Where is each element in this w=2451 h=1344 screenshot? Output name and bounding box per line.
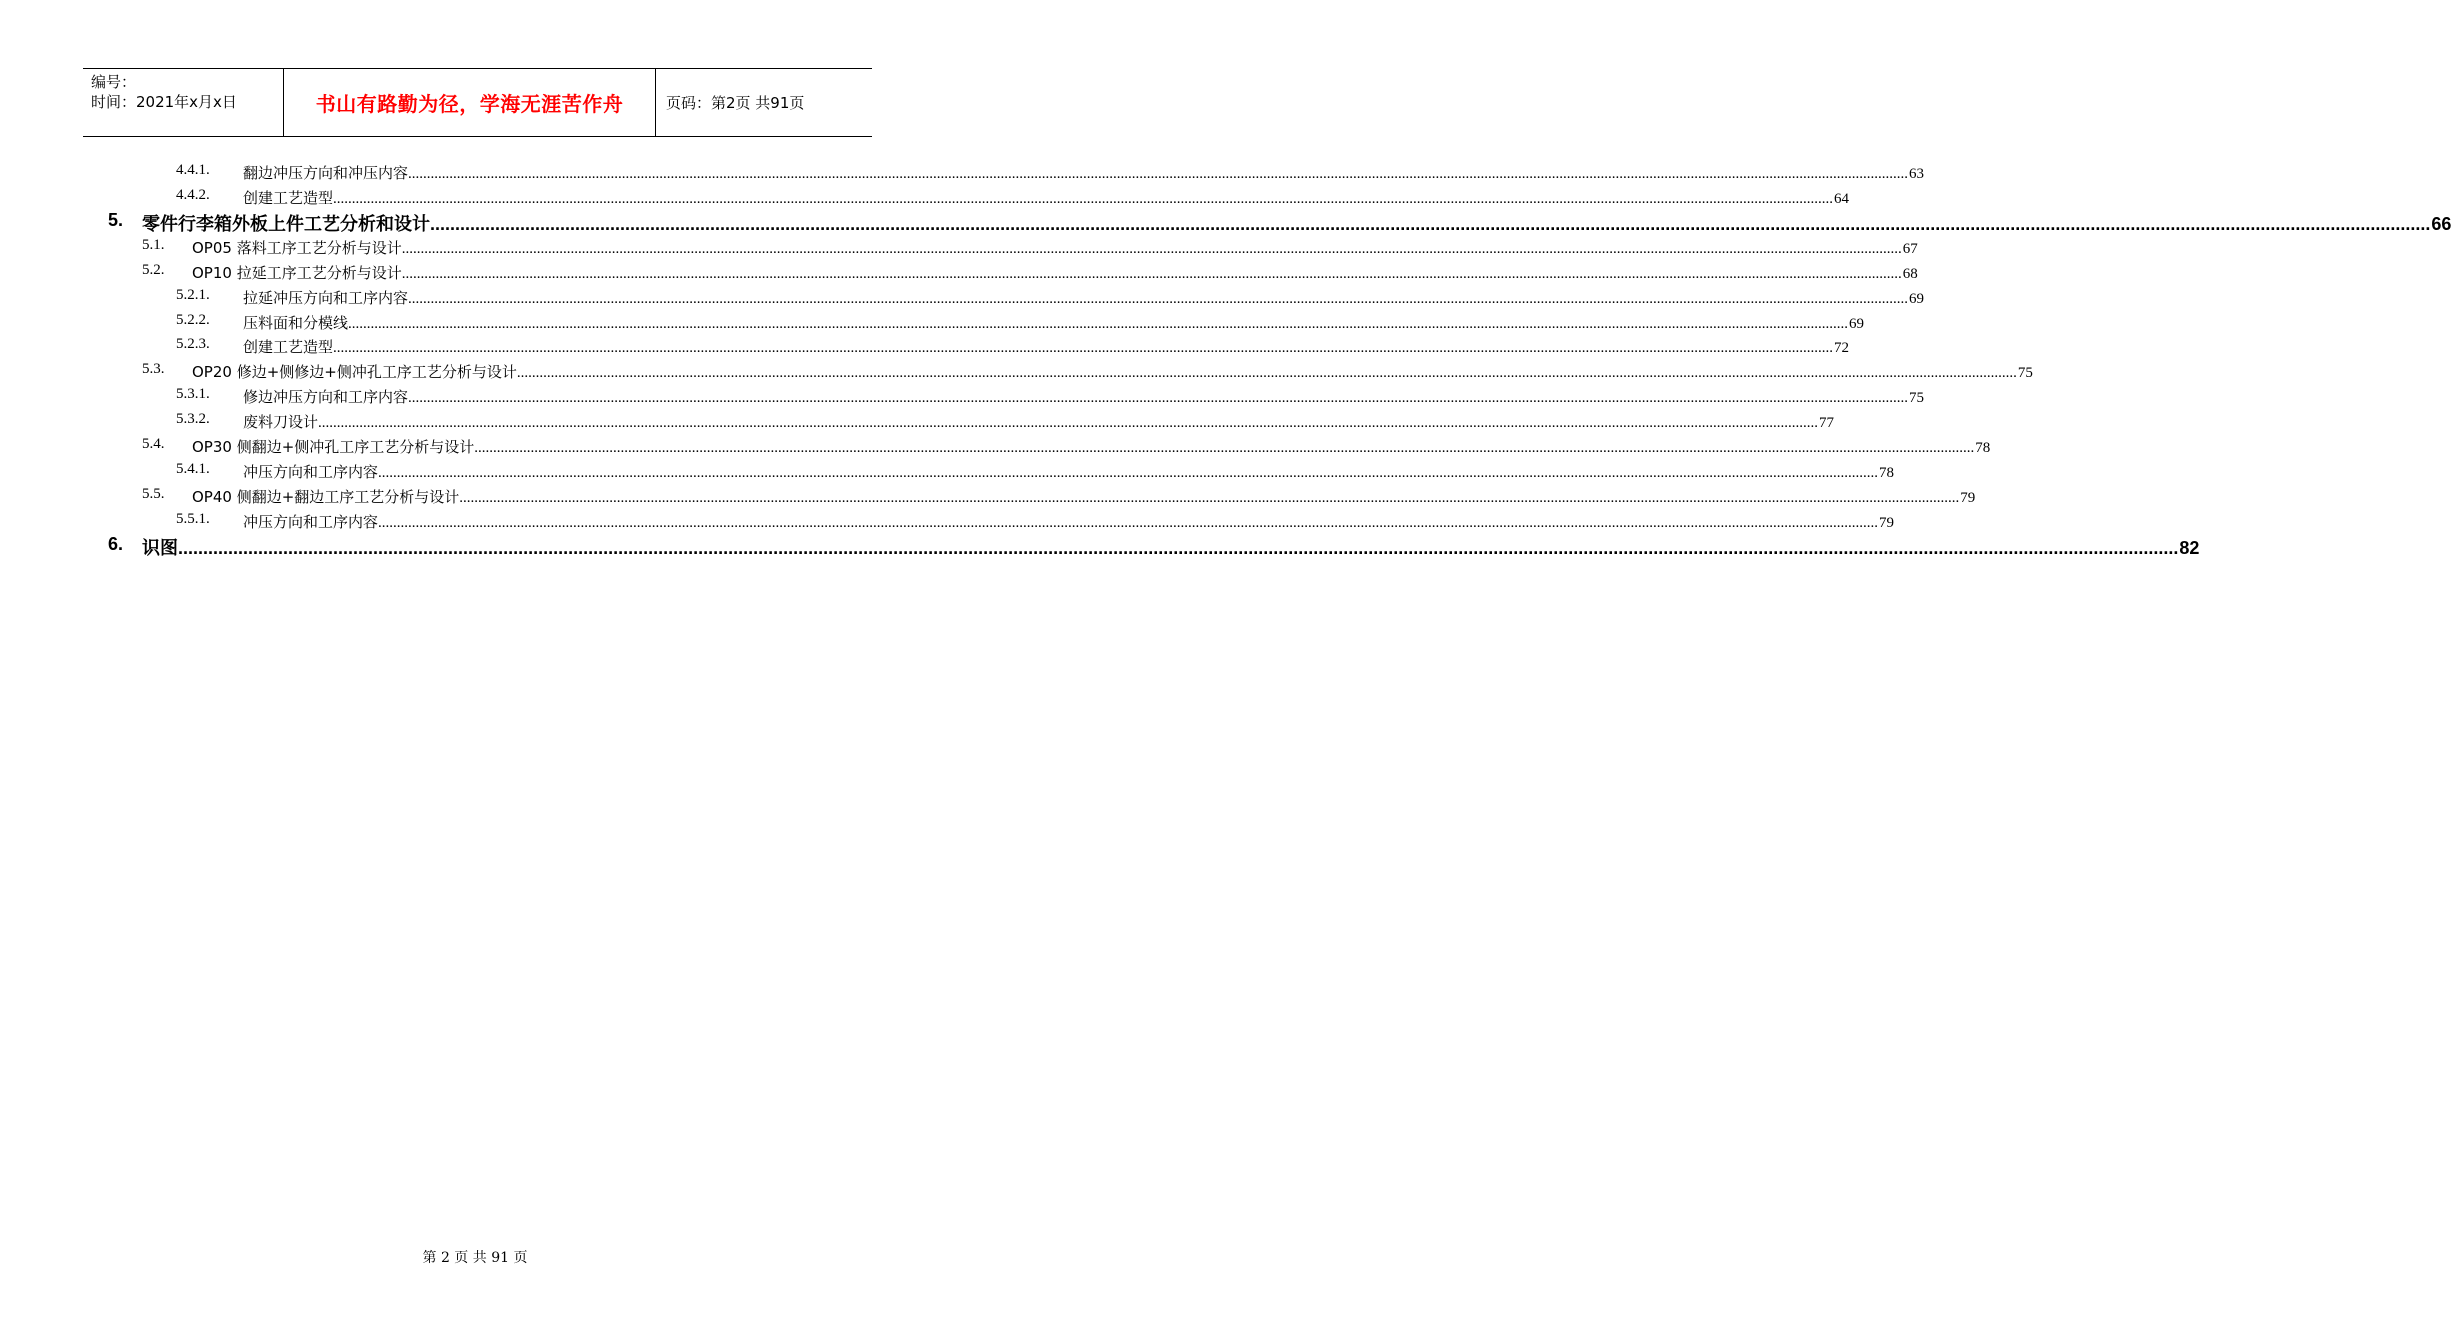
toc-entry-title: 冲压方向和工序内容 <box>243 513 379 531</box>
toc-entry-page: 79 <box>1960 490 1976 506</box>
toc-dot-leader: ................................................................................................................................................................................................................................................................................................................................................................................................................ <box>333 340 1834 356</box>
toc-entry-number: 4.4.2. <box>176 187 210 203</box>
toc-entry-page: 78 <box>1879 465 1895 481</box>
page-info: 页码：第2页 共91页 <box>666 94 805 112</box>
toc-dot-leader: ................................................................................................................................................................................................................................................................................................................................................................................................................ <box>401 241 1902 257</box>
toc-entry[interactable] <box>0 461 1895 481</box>
toc-dot-leader: ................................................................................................................................................................................................................................................................................................................................................................................................................ <box>378 465 1879 481</box>
toc-entry[interactable] <box>0 336 1850 356</box>
toc-entry[interactable] <box>0 210 2451 235</box>
toc-entry[interactable] <box>0 511 1895 531</box>
toc-entry[interactable] <box>0 486 1976 506</box>
toc-entry-title: 冲压方向和工序内容 <box>243 463 379 481</box>
toc-entry-page: 69 <box>1849 316 1865 332</box>
toc-entry-title: 压料面和分模线 <box>243 314 349 332</box>
toc-entry-title: OP20 修边+侧修边+侧冲孔工序工艺分析与设计 <box>192 363 517 381</box>
toc-entry[interactable] <box>0 436 1991 456</box>
toc-entry-number: 5.2. <box>142 262 165 278</box>
toc-dot-leader: ................................................................................................................................................................................................................................................................................................................................................................................................................ <box>178 538 2179 558</box>
toc-dot-leader: ................................................................................................................................................................................................................................................................................................................................................................................................................ <box>430 214 2431 234</box>
time-label: 时间：2021年x月x日 <box>91 93 237 111</box>
toc-dot-leader: ................................................................................................................................................................................................................................................................................................................................................................................................................ <box>459 490 1960 506</box>
motto-text: 书山有路勤为径，学海无涯苦作舟 <box>315 92 624 116</box>
toc-dot-leader: ................................................................................................................................................................................................................................................................................................................................................................................................................ <box>348 316 1849 332</box>
toc-entry-number: 5.5.1. <box>176 511 210 527</box>
toc-entry[interactable] <box>0 162 1925 182</box>
toc-entry-number: 5.1. <box>142 237 165 253</box>
toc-entry-page: 69 <box>1909 291 1925 307</box>
number-label: 编号： <box>91 73 137 91</box>
toc-entry-title: 零件行李箱外板上件工艺分析和设计 <box>142 214 430 235</box>
toc-entry-page: 78 <box>1975 440 1991 456</box>
toc-entry-title: 拉延冲压方向和工序内容 <box>243 289 409 307</box>
toc-dot-leader: ................................................................................................................................................................................................................................................................................................................................................................................................................ <box>408 291 1909 307</box>
toc-entry-title: 识图 <box>142 538 178 559</box>
toc-entry[interactable] <box>0 411 1835 431</box>
toc-dot-leader: ................................................................................................................................................................................................................................................................................................................................................................................................................ <box>474 440 1975 456</box>
toc-entry[interactable] <box>0 287 1925 307</box>
toc-entry-number: 5.3.1. <box>176 386 210 402</box>
toc-entry-number: 5.4. <box>142 436 165 452</box>
toc-entry-page: 64 <box>1834 191 1850 207</box>
toc-entry-number: 4.4.1. <box>176 162 210 178</box>
toc-entry-page: 75 <box>2017 365 2033 381</box>
toc-entry-page: 68 <box>1902 266 1918 282</box>
toc-entry-number: 5.5. <box>142 486 165 502</box>
toc-entry-number: 5.2.2. <box>176 312 210 328</box>
toc-dot-leader: ................................................................................................................................................................................................................................................................................................................................................................................................................ <box>378 515 1879 531</box>
page-footer: 第 2 页 共 91 页 <box>422 1250 528 1266</box>
toc-entry-title: 修边冲压方向和工序内容 <box>243 388 409 406</box>
toc-entry-title: OP05 落料工序工艺分析与设计 <box>192 239 402 257</box>
toc-entry-page: 82 <box>2179 538 2200 558</box>
toc-entry-page: 66 <box>2431 214 2451 234</box>
toc-entry-page: 72 <box>1834 340 1850 356</box>
toc-entry-page: 75 <box>1909 390 1925 406</box>
toc-dot-leader: ................................................................................................................................................................................................................................................................................................................................................................................................................ <box>401 266 1902 282</box>
toc-dot-leader: ................................................................................................................................................................................................................................................................................................................................................................................................................ <box>408 390 1909 406</box>
toc-entry-page: 67 <box>1902 241 1918 257</box>
toc-dot-leader: ................................................................................................................................................................................................................................................................................................................................................................................................................ <box>318 415 1819 431</box>
toc-entry-number: 5.2.1. <box>176 287 210 303</box>
toc-entry-number: 5.4.1. <box>176 461 210 477</box>
toc-entry[interactable] <box>0 361 2033 381</box>
toc-entry-title: 废料刀设计 <box>243 413 319 431</box>
toc-entry-number: 5.2.3. <box>176 336 210 352</box>
toc-entry-page: 63 <box>1909 166 1925 182</box>
header-motto <box>284 69 656 136</box>
toc-entry-title: 翻边冲压方向和冲压内容 <box>243 164 409 182</box>
toc-entry-title: OP40 侧翻边+翻边工序工艺分析与设计 <box>192 488 460 506</box>
toc-entry-number: 5.3. <box>142 361 165 377</box>
toc-entry-number: 5. <box>108 210 124 230</box>
toc-entry-number: 5.3.2. <box>176 411 210 427</box>
toc-entry-title: 创建工艺造型 <box>243 338 334 356</box>
toc-entry[interactable] <box>0 237 1918 257</box>
toc-dot-leader: ................................................................................................................................................................................................................................................................................................................................................................................................................ <box>333 191 1834 207</box>
header-meta <box>83 69 284 136</box>
toc-entry[interactable] <box>0 312 1865 332</box>
toc-entry[interactable] <box>0 534 2200 559</box>
toc-entry-title: OP30 侧翻边+侧冲孔工序工艺分析与设计 <box>192 438 475 456</box>
toc-entry[interactable] <box>0 262 1918 282</box>
toc-entry-title: OP10 拉延工序工艺分析与设计 <box>192 264 402 282</box>
toc-entry-page: 79 <box>1879 515 1895 531</box>
toc-dot-leader: ................................................................................................................................................................................................................................................................................................................................................................................................................ <box>408 166 1909 182</box>
page-header <box>83 68 872 137</box>
toc-entry-number: 6. <box>108 534 124 554</box>
toc-entry-page: 77 <box>1819 415 1835 431</box>
toc-entry-title: 创建工艺造型 <box>243 189 334 207</box>
toc-dot-leader: ................................................................................................................................................................................................................................................................................................................................................................................................................ <box>516 365 2017 381</box>
toc-entry[interactable] <box>0 386 1925 406</box>
toc-entry[interactable] <box>0 187 1850 207</box>
